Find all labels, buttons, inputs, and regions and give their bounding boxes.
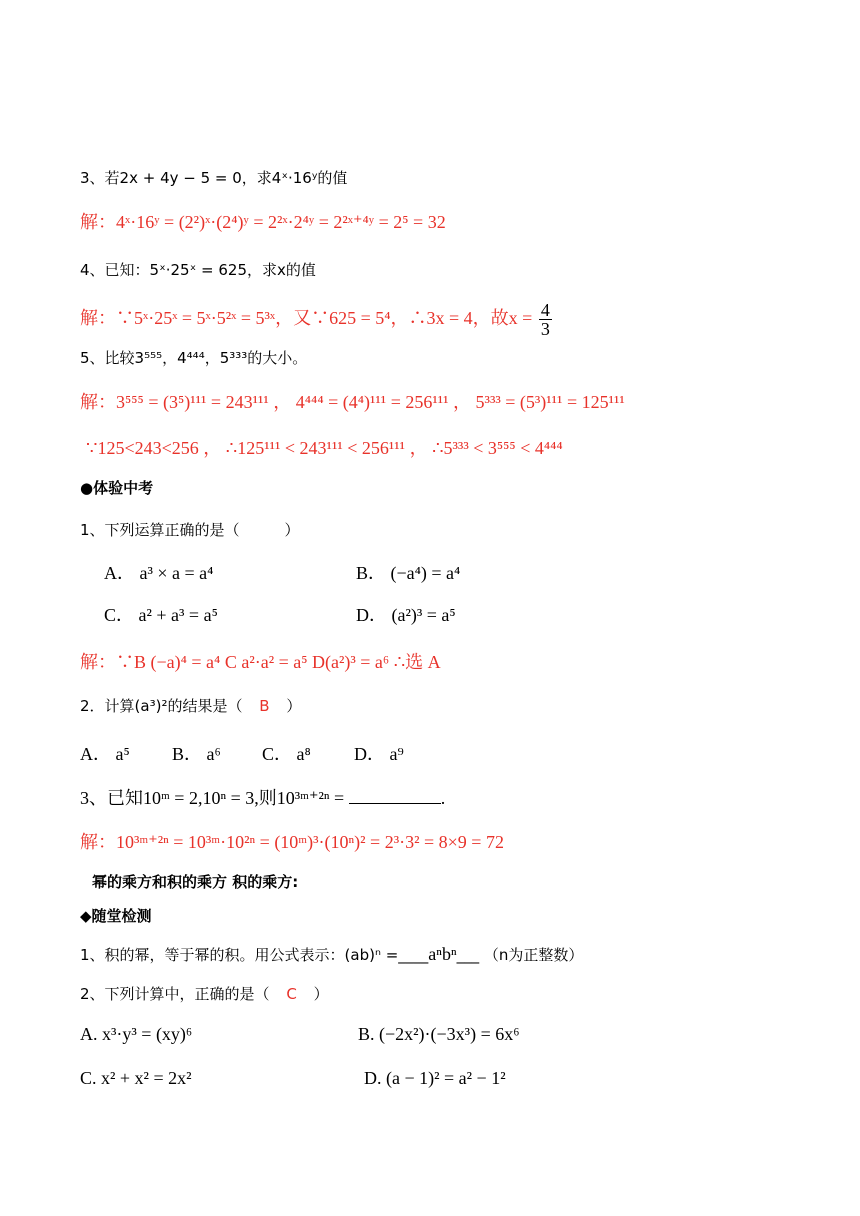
answer-5-line-2: ∵125<243<256 ， ∴125¹¹¹ < 243¹¹¹ < 256¹¹¹ ， ∴5³³³ < 3⁵⁵⁵ < 4⁴⁴⁴ <box>86 438 563 458</box>
check-q2-answer: C <box>286 985 297 1003</box>
section-heading-exam: ●体验中考 <box>80 479 154 497</box>
exam-q1-option-d: D． (a²)³ = a⁵ <box>356 605 456 625</box>
question-5: 5、比较3⁵⁵⁵，4⁴⁴⁴，5³³³的大小。 <box>80 349 308 367</box>
answer-4 <box>80 300 554 340</box>
exam-q3-period: . <box>440 788 446 808</box>
exam-q1-option-b: B． (−a⁴) = a⁴ <box>356 563 461 583</box>
check-q1-fill: aⁿbⁿ <box>428 944 457 964</box>
check-q1-tail: ___ （n为正整数） <box>456 946 584 964</box>
exam-question-3 <box>80 786 445 810</box>
check-q2-option-a: A. x³·y³ = (xy)⁶ <box>80 1024 193 1044</box>
answer-3: 解：4ˣ·16ʸ = (2²)ˣ·(2⁴)ʸ = 2²ˣ·2⁴ʸ = 2²ˣ⁺⁴ʸ = 2⁵ = 32 <box>80 212 446 232</box>
exam-q2-answer: B <box>259 697 270 715</box>
exam-q2-option-d: D． a⁹ <box>354 744 404 764</box>
exam-q3-text: 3、已知10ᵐ = 2,10ⁿ = 3,则10³ᵐ⁺²ⁿ = <box>80 788 345 808</box>
exam-q2-option-b: B． a⁶ <box>172 744 221 764</box>
exam-q3-blank <box>349 803 441 804</box>
answer-4-text: 解：∵5ˣ·25ˣ = 5ˣ·5²ˣ = 5³ˣ，又∵625 = 5⁴，∴3x = 4，故x = <box>80 308 533 328</box>
answer-4-fraction <box>539 301 552 338</box>
check-q2-option-b: B. (−2x²)·(−3x³) = 6x⁶ <box>358 1024 520 1044</box>
exam-question-1: 1、下列运算正确的是（ ） <box>80 521 300 539</box>
exam-q1-option-a: A． a³ × a = a⁴ <box>104 563 214 583</box>
check-q2-option-c: C. x² + x² = 2x² <box>80 1068 192 1088</box>
section-heading-power-of-product: 幂的乘方和积的乘方 积的乘方: <box>92 873 299 891</box>
question-3: 3、若2x + 4y − 5 = 0，求4ˣ·16ʸ的值 <box>80 169 348 187</box>
exam-question-2 <box>80 694 301 718</box>
exam-q3-answer: 解：10³ᵐ⁺²ⁿ = 10³ᵐ·10²ⁿ = (10ᵐ)³·(10ⁿ)² = 2³·3² = 8×9 = 72 <box>80 832 504 852</box>
exam-q1-option-c: C． a² + a³ = a⁵ <box>104 605 218 625</box>
question-4: 4、已知：5ˣ·25ˣ = 625，求x的值 <box>80 261 316 279</box>
check-question-1 <box>80 942 583 966</box>
section-heading-classroom-check: ◆随堂检测 <box>80 907 152 925</box>
exam-q2-option-c: C． a⁸ <box>262 744 311 764</box>
exam-q1-answer: 解：∵B (−a)⁴ = a⁴ C a²·a² = a⁵ D(a²)³ = a⁶ ∴选 A <box>80 652 441 672</box>
check-q2-text: 2、下列计算中，正确的是（ <box>80 985 270 1003</box>
exam-q2-option-a: A． a⁵ <box>80 744 130 764</box>
exam-q2-close: ） <box>286 697 302 715</box>
answer-5-line-1: 解：3⁵⁵⁵ = (3⁵)¹¹¹ = 243¹¹¹ ， 4⁴⁴⁴ = (4⁴)¹¹¹ = 256¹¹¹ ， 5³³³ = (5³)¹¹¹ = 125¹¹¹ <box>80 392 625 412</box>
fraction-denominator: 3 <box>540 319 550 340</box>
check-q1-text: 1、积的幂，等于幂的积。用公式表示：(ab)ⁿ =____ <box>80 946 429 964</box>
check-q2-option-d: D. (a − 1)² = a² − 1² <box>364 1068 506 1088</box>
fraction-numerator: 4 <box>540 300 550 321</box>
check-q2-close: ） <box>313 985 329 1003</box>
check-question-2 <box>80 982 329 1006</box>
exam-q2-text: 2．计算(a³)²的结果是（ <box>80 697 243 715</box>
